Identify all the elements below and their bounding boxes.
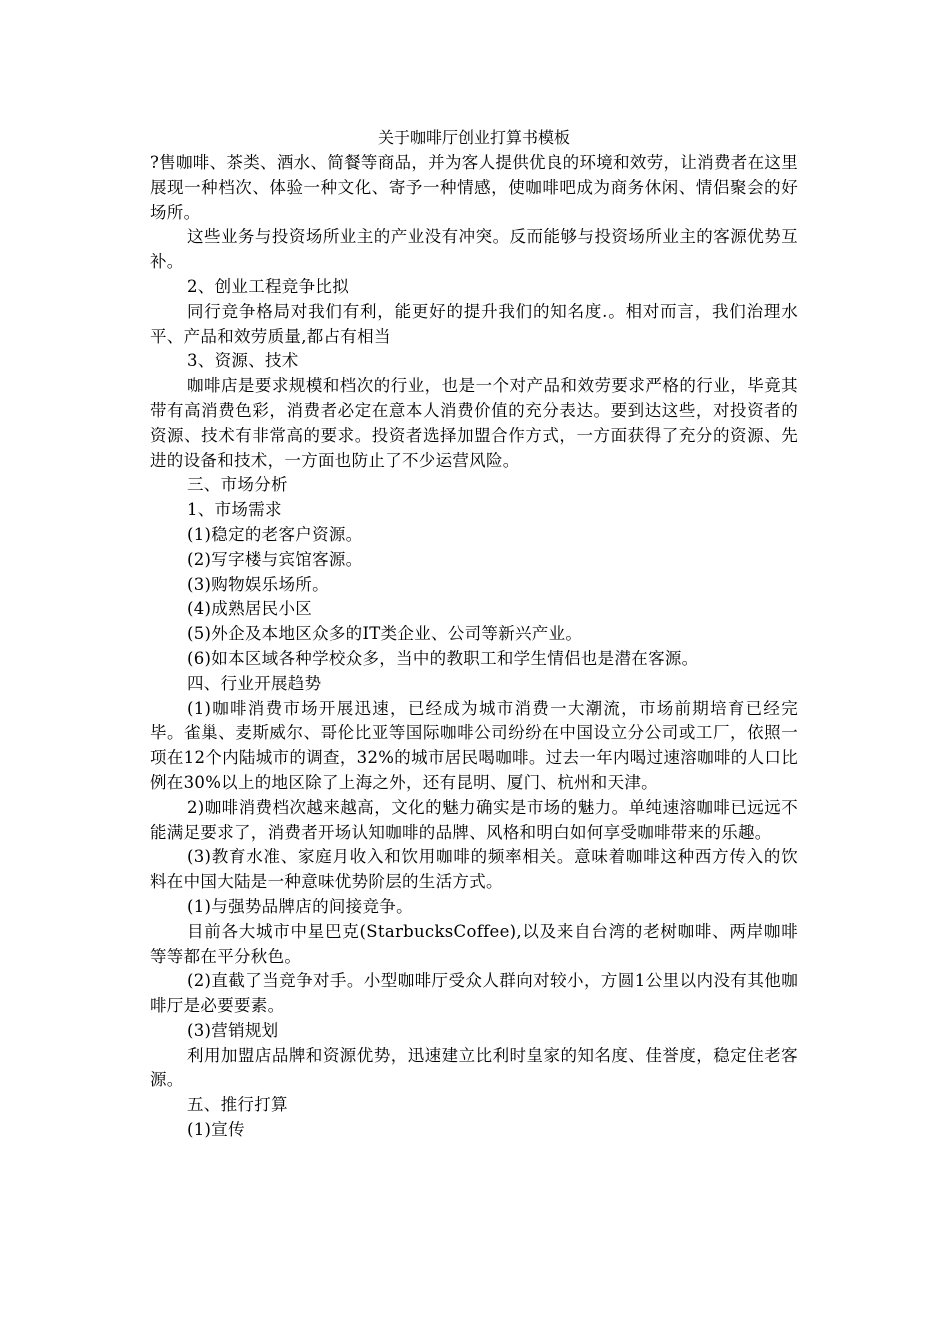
paragraph: (2)直截了当竞争对手。小型咖啡厅受众人群向对较小，方圆1公里以内没有其他咖啡厅是必要要素。 [150,971,798,1016]
list-item: (2)写字楼与宾馆客源。 [187,549,363,569]
list-item: (1)稳定的老客户资源。 [187,524,363,544]
section-heading: 2、创业工程竞争比拟 [187,276,349,296]
section-heading: 1、市场需求 [187,500,282,520]
list-item: (6)如本区域各种学校众多，当中的教职工和学生情侣也是潜在客源。 [187,648,699,668]
paragraph: (1)咖啡消费市场开展迅速，已经成为城市消费一大潮流，市场前期培育已经完毕。雀巢、麦斯威尔、哥伦比亚等国际咖啡公司纷纷在中国设立分公司或工厂，依照一项在12个内陆城市的调查，32%的城市居民喝咖啡。过去一年内喝过速溶咖啡的人口比例在30%以上的地区除了上海之外，还有昆明、厦门、杭州和天津。 [150,698,798,792]
paragraph: ?售咖啡、茶类、酒水、简餐等商品，并为客人提供优良的环境和效劳，让消费者在这里展现一种档次、体验一种文化、寄予一种情感，使咖啡吧成为商务休闲、情侣聚会的好场所。 [150,153,798,222]
paragraph: 利用加盟店品牌和资源优势，迅速建立比利时皇家的知名度、佳誉度，稳定住老客源。 [150,1045,798,1090]
paragraph: 目前各大城市中星巴克(StarbucksCoffee),以及来自台湾的老树咖啡、两岸咖啡等等都在平分秋色。 [150,921,798,966]
list-item: (5)外企及本地区众多的IT类企业、公司等新兴产业。 [187,624,583,644]
paragraph: 同行竞争格局对我们有利，能更好的提升我们的知名度.。相对而言，我们治理水平、产品和效劳质量,都占有相当 [150,301,798,346]
section-heading: 五、推行打算 [187,1095,288,1115]
list-item: (3)营销规划 [187,1020,279,1040]
section-heading: 三、市场分析 [187,475,288,495]
document-title: 关于咖啡厅创业打算书模板 [377,128,570,147]
paragraph: 2)咖啡消费档次越来越高，文化的魅力确实是市场的魅力。单纯速溶咖啡已远远不能满足要求了，消费者开场认知咖啡的品牌、风格和明白如何享受咖啡带来的乐趣。 [150,797,798,842]
paragraph: 这些业务与投资场所业主的产业没有冲突。反而能够与投资场所业主的客源优势互补。 [150,227,798,272]
paragraph: 咖啡店是要求规模和档次的行业，也是一个对产品和效劳要求严格的行业，毕竟其带有高消费色彩，消费者必定在意本人消费价值的充分表达。要到达这些，对投资者的资源、技术有非常高的要求。投资者选择加盟合作方式，一方面获得了充分的资源、先进的设备和技术，一方面也防止了不少运营风险。 [150,376,798,470]
list-item: (1)宣传 [187,1120,245,1140]
list-item: (3)购物娱乐场所。 [187,574,329,594]
document-body [150,151,798,1143]
paragraph: (3)教育水准、家庭月收入和饮用咖啡的频率相关。意味着咖啡这种西方传入的饮料在中国大陆是一种意味优势阶层的生活方式。 [150,847,798,892]
list-item: (4)成熟居民小区 [187,599,313,619]
section-heading: 四、行业开展趋势 [187,673,322,693]
section-heading: 3、资源、技术 [187,351,299,371]
document-page [150,124,798,1143]
list-item: (1)与强势品牌店的间接竞争。 [187,896,413,916]
